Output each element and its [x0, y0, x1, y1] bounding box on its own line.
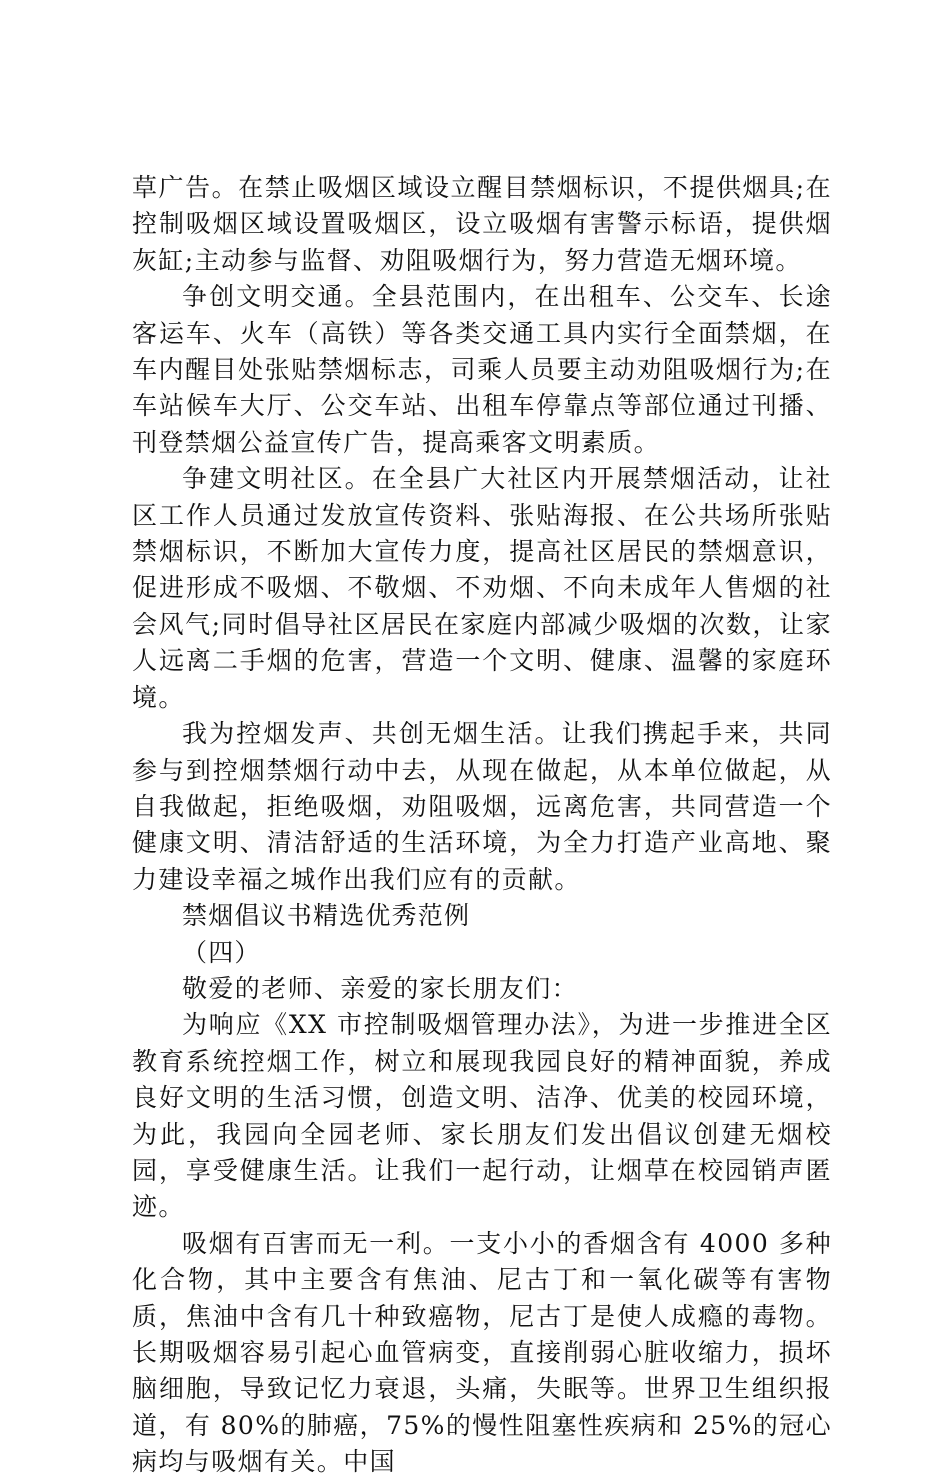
- paragraph-initiative-intro: 为响应《XX 市控制吸烟管理办法》，为进一步推进全区教育系统控烟工作，树立和展现我园良好的精神面貌，养成良好文明的生活习惯，创造文明、洁净、优美的校园环境，为此，我园向全园老师、家长朋友们发出倡议创建无烟校园，享受健康生活。让我们一起行动，让烟草在校园销声匿迹。: [132, 1010, 832, 1222]
- section-heading: 禁烟倡议书精选优秀范例: [182, 901, 471, 931]
- paragraph-no-smoking-venues-continued: 草广告。在禁止吸烟区域设立醒目禁烟标识，不提供烟具;在控制吸烟区域设置吸烟区，设立吸烟有害警示标语，提供烟灰缸;主动参与监督、劝阻吸烟行为，努力营造无烟环境。: [132, 173, 832, 275]
- document-body: [132, 170, 832, 1481]
- paragraph-call-to-action: 我为控烟发声、共创无烟生活。让我们携起手来，共同参与到控烟禁烟行动中去，从现在做起，从本单位做起，从自我做起，拒绝吸烟，劝阻吸烟，远离危害，共同营造一个健康文明、清洁舒适的生活环境，为全力打造产业高地、聚力建设幸福之城作出我们应有的贡献。: [132, 719, 832, 894]
- paragraph-smoking-harms: 吸烟有百害而无一利。一支小小的香烟含有 4000 多种化合物，其中主要含有焦油、尼古丁和一氧化碳等有害物质，焦油中含有几十种致癌物，尼古丁是使人成瘾的毒物。长期吸烟容易引起心血管病变，直接削弱心脏收缩力，损坏脑细胞，导致记忆力衰退，头痛，失眠等。世界卫生组织报道，有 80%的肺癌，75%的慢性阻塞性疾病和 25%的冠心病均与吸烟有关。中国: [132, 1228, 832, 1477]
- letter-salutation: 敬爱的老师、亲爱的家长朋友们：: [182, 973, 579, 1003]
- section-number: （四）: [182, 937, 261, 967]
- paragraph-civilized-community: 争建文明社区。在全县广大社区内开展禁烟活动，让社区工作人员通过发放宣传资料、张贴海报、在公共场所张贴禁烟标识，不断加大宣传力度，提高社区居民的禁烟意识，促进形成不吸烟、不敬烟、不劝烟、不向未成年人售烟的社会风气;同时倡导社区居民在家庭内部减少吸烟的次数，让家人远离二手烟的危害，营造一个文明、健康、温馨的家庭环境。: [132, 464, 832, 712]
- paragraph-civilized-transport: 争创文明交通。全县范围内，在出租车、公交车、长途客运车、火车（高铁）等各类交通工具内实行全面禁烟，在车内醒目处张贴禁烟标志，司乘人员要主动劝阻吸烟行为;在车站候车大厅、公交车站、出租车停靠点等部位通过刊播、刊登禁烟公益宣传广告，提高乘客文明素质。: [132, 282, 832, 457]
